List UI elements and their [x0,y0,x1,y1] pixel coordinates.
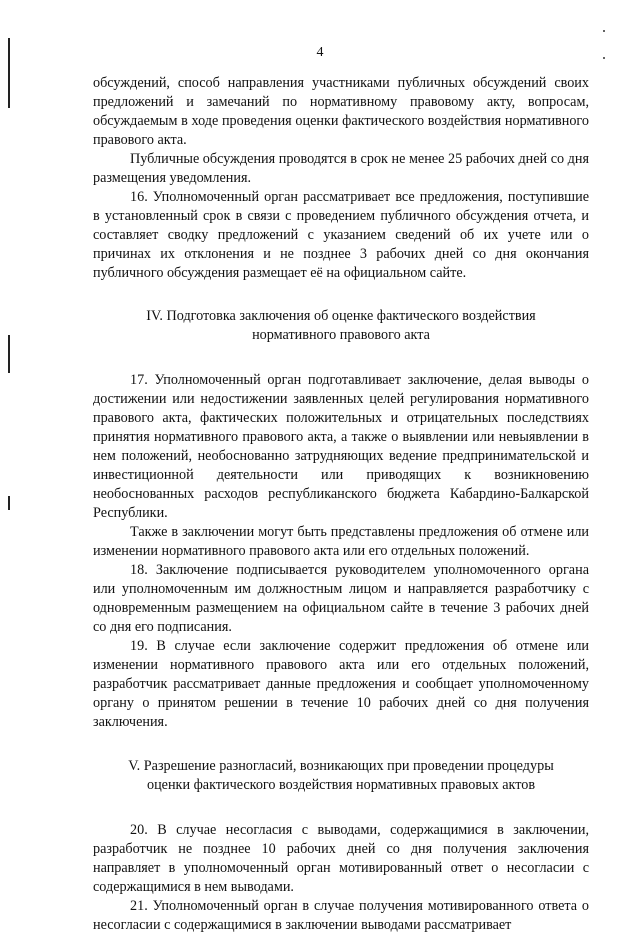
paragraph: 17. Уполномоченный орган подготавливает заключение, делая выводы о достижении или недостижении заявленных целей регулирования нормативного правового акта, фактических положительных и отрицательных последствиях принятия нормативного правового акта, а также о выявлении или невыявлении в нем положений, необоснованно затрудняющих ведение предпринимательской и инвестиционной деятельности или приводящих к возникновению необоснованных расходов республиканского бюджета Кабардино-Балкарской Республики. [93,372,589,521]
scan-speck [603,30,605,32]
scan-margin-mark-middle [8,335,10,373]
section-heading-iv [93,307,589,345]
section-heading-v-line2: оценки фактического воздействия нормативных правовых актов [146,777,536,793]
paragraph: обсуждений, способ направления участниками публичных обсуждений своих предложений и замечаний по нормативному правовому акту, вопросам, обсуждаемым в ходе проведения оценки фактического воздействия нормативного правового акта. [93,75,589,148]
document-body [93,74,589,935]
scan-margin-mark-lower [8,496,10,510]
paragraph: Публичные обсуждения проводятся в срок не менее 25 рабочих дней со дня размещения уведомления. [93,151,589,186]
paragraph-group-1 [93,74,589,283]
paragraph: 20. В случае несогласия с выводами, содержащимися в заключении, разработчик не позднее 10 рабочих дней со дня получения заключения направляет в уполномоченный орган мотивированный ответ о несогласии с содержащимися в нем выводами. [93,822,589,895]
paragraph: 21. Уполномоченный орган в случае получения мотивированного ответа о несогласии с содержащимися в заключении выводами рассматривает [93,898,589,933]
section-heading-v [93,757,589,795]
section-heading-v-line1: V. Разрешение разногласий, возникающих при проведении процедуры [128,758,554,774]
section-heading-iv-line1: IV. Подготовка заключения об оценке фактического воздействия [146,308,536,324]
section-heading-iv-line2: нормативного правового акта [252,327,430,343]
paragraph: 16. Уполномоченный орган рассматривает все предложения, поступившие в установленный срок в связи с проведением публичного обсуждения отчета, и составляет сводку предложений с указанием сведений об их учете или о причинах их отклонения и не позднее 3 рабочих дней со дня окончания публичного обсуждения размещает её на официальном сайте. [93,189,589,281]
paragraph-group-3 [93,821,589,935]
paragraph: Также в заключении могут быть представлены предложения об отмене или изменении нормативного правового акта или его отдельных положений. [93,524,589,559]
paragraph-group-2 [93,371,589,732]
paragraph: 18. Заключение подписывается руководителем уполномоченного органа или уполномоченным им должностным лицом и направляется разработчику с одновременным размещением на официальном сайте в течение 3 рабочих дней со дня его подписания. [93,562,589,635]
page-number: 4 [316,45,324,60]
paragraph: 19. В случае если заключение содержит предложения об отмене или изменении нормативного правового акта или его отдельных положений, разработчик рассматривает данные предложения и сообщает уполномоченному органу о принятом решении в течение 10 рабочих дней со дня получения заключения. [93,638,589,730]
